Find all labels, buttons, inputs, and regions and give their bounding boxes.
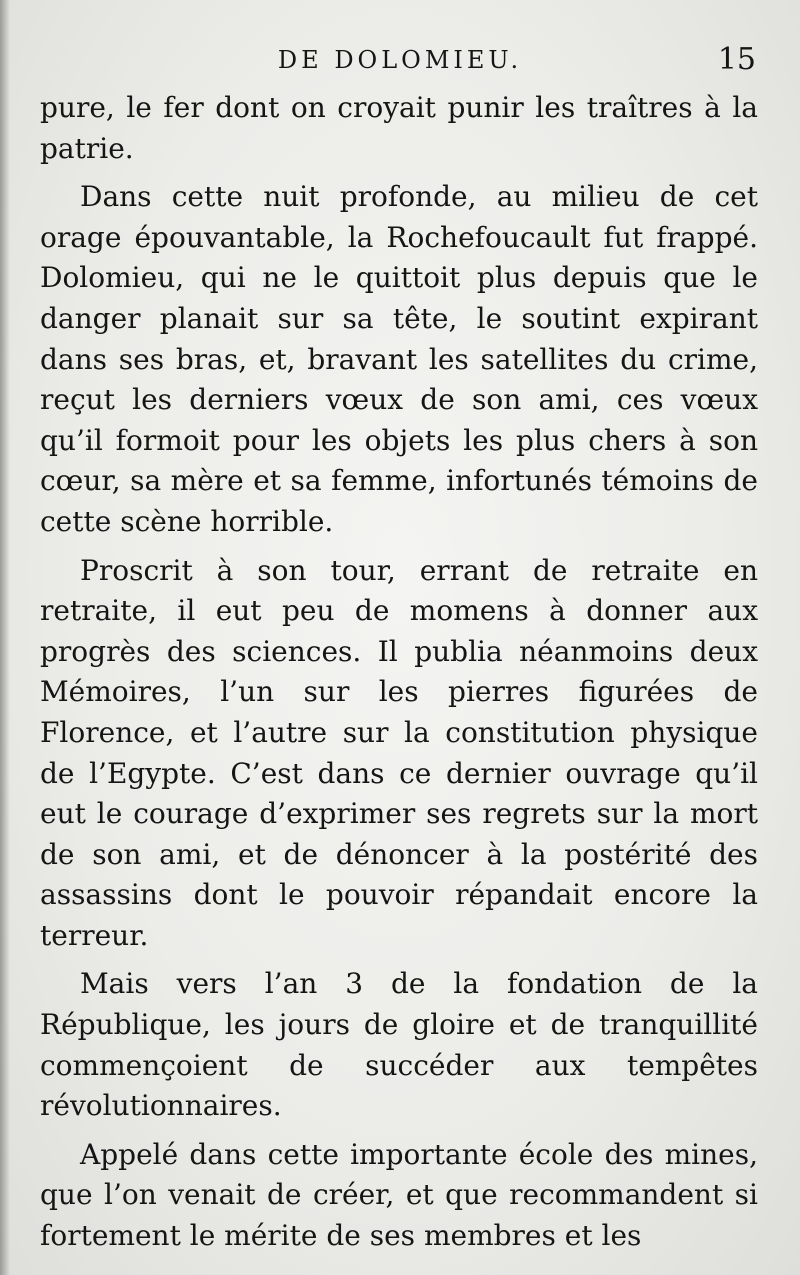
page-edge-shadow — [0, 0, 10, 1275]
body-text — [40, 88, 758, 1265]
page-header — [40, 40, 760, 80]
page-number: 15 — [717, 42, 756, 77]
running-head: DE DOLOMIEU. — [277, 46, 523, 74]
paragraph-2: Dans cette nuit profonde, au milieu de cet orage épouvantable, la Rochefoucault fut frappé. Dolomieu, qui ne le quittoit plus depuis que le danger planait sur sa tête, le soutint expirant dans ses bras, et, bravant les satellites du crime, reçut les derniers vœux de son ami, ces vœux qu’il formoit pour les objets les plus chers à son cœur, sa mère et sa femme, infortunés témoins de cette scène horrible. — [40, 180, 758, 538]
paragraph-5: Appelé dans cette importante école des mines, que l’on venait de créer, et que recommandent si fortement le mérite de ses membres et les — [40, 1137, 758, 1253]
paragraph-4: Mais vers l’an 3 de la fondation de la République, les jours de gloire et de tranquillité commençoient de succéder aux tempêtes révolutionnaires. — [40, 967, 758, 1123]
paragraph-1: pure, le fer dont on croyait punir les traîtres à la patrie. — [40, 91, 758, 165]
paragraph-3: Proscrit à son tour, errant de retraite en retraite, il eut peu de momens à donner aux progrès des sciences. Il publia néanmoins deux Mémoires, l’un sur les pierres figurées de Florence, et l’autre sur la constitution physique de l’Egypte. C’est dans ce dernier ouvrage qu’il eut le courage d’exprimer ses regrets sur la mort de son ami, et de dénoncer à la postérité des assassins dont le pouvoir répandait encore la terreur. — [40, 553, 758, 952]
